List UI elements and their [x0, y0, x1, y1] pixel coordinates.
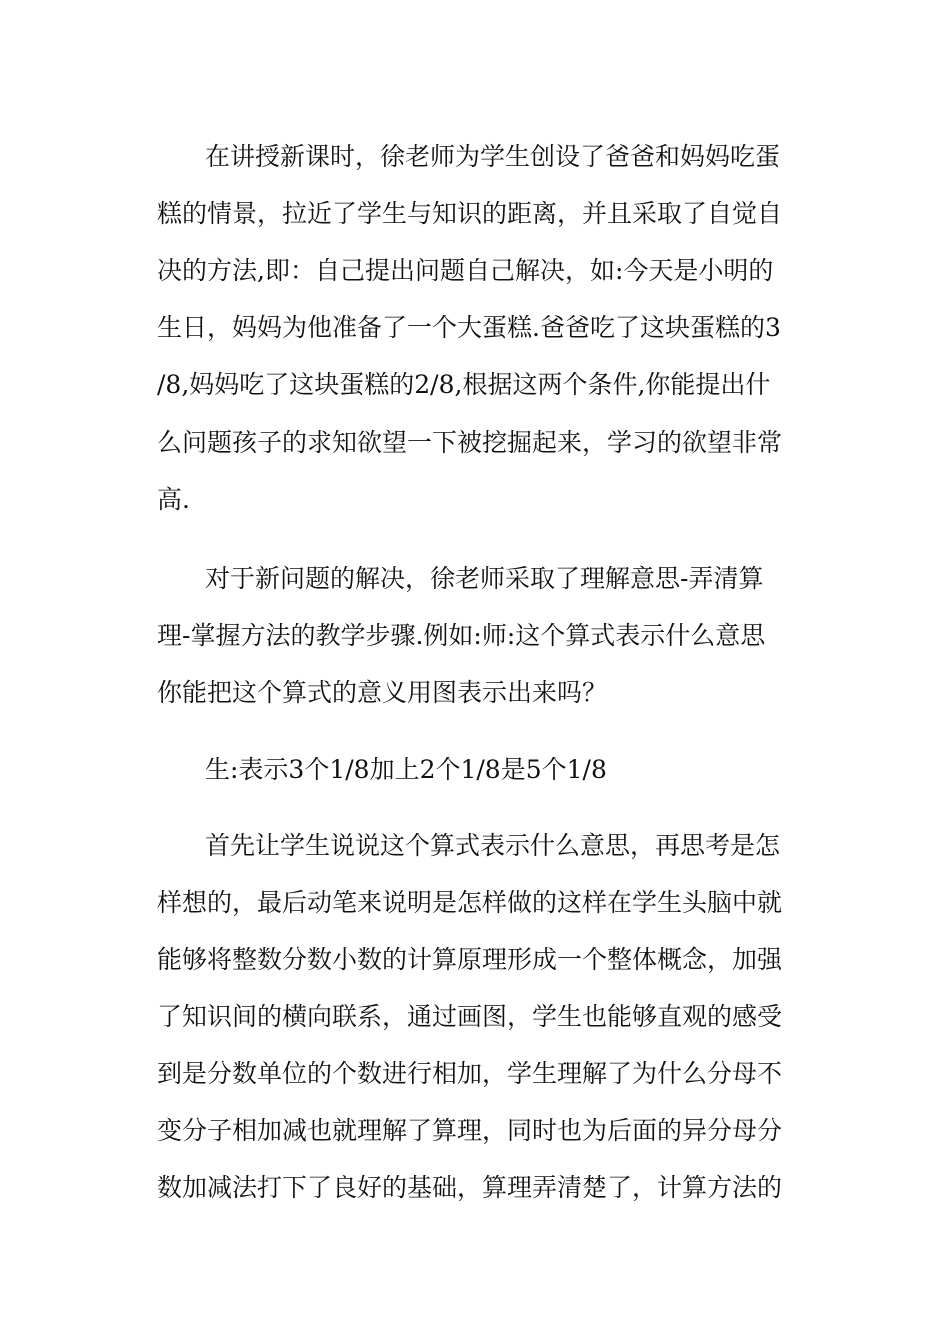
text-line: 理-掌握方法的教学步骤.例如:师:这个算式表示什么意思	[157, 621, 766, 650]
text-line: 变分子相加减也就理解了算理，同时也为后面的异分母分	[157, 1116, 783, 1145]
text-line: 决的方法,即：自己提出问题自己解决，如:今天是小明的	[157, 256, 774, 285]
text-line: 样想的，最后动笔来说明是怎样做的这样在学生头脑中就	[157, 888, 783, 917]
text-line: 数加减法打下了良好的基础，算理弄清楚了，计算方法的	[157, 1173, 783, 1202]
text-line: 了知识间的横向联系，通过画图，学生也能够直观的感受	[157, 1002, 783, 1031]
text-line: 到是分数单位的个数进行相加，学生理解了为什么分母不	[157, 1059, 783, 1088]
text-line: 生:表示3个1/8加上2个1/8是5个1/8	[205, 755, 607, 784]
text-line: 糕的情景，拉近了学生与知识的距离，并且采取了自觉自	[157, 199, 783, 228]
text-line: 在讲授新课时，徐老师为学生创设了爸爸和妈妈吃蛋	[205, 142, 781, 171]
text-line: 能够将整数分数小数的计算原理形成一个整体概念，加强	[157, 945, 783, 974]
text-line: 么问题孩子的求知欲望一下被挖掘起来，学习的欲望非常	[157, 428, 783, 457]
text-line: /8,妈妈吃了这块蛋糕的2/8,根据这两个条件,你能提出什	[157, 370, 771, 399]
text-line: 高.	[157, 485, 190, 514]
text-line: 首先让学生说说这个算式表示什么意思，再思考是怎	[205, 831, 781, 860]
text-line: 生日，妈妈为他准备了一个大蛋糕.爸爸吃了这块蛋糕的3	[157, 313, 781, 342]
text-line: 对于新问题的解决，徐老师采取了理解意思-弄清算	[205, 564, 764, 593]
text-line: 你能把这个算式的意义用图表示出来吗？	[157, 678, 608, 707]
